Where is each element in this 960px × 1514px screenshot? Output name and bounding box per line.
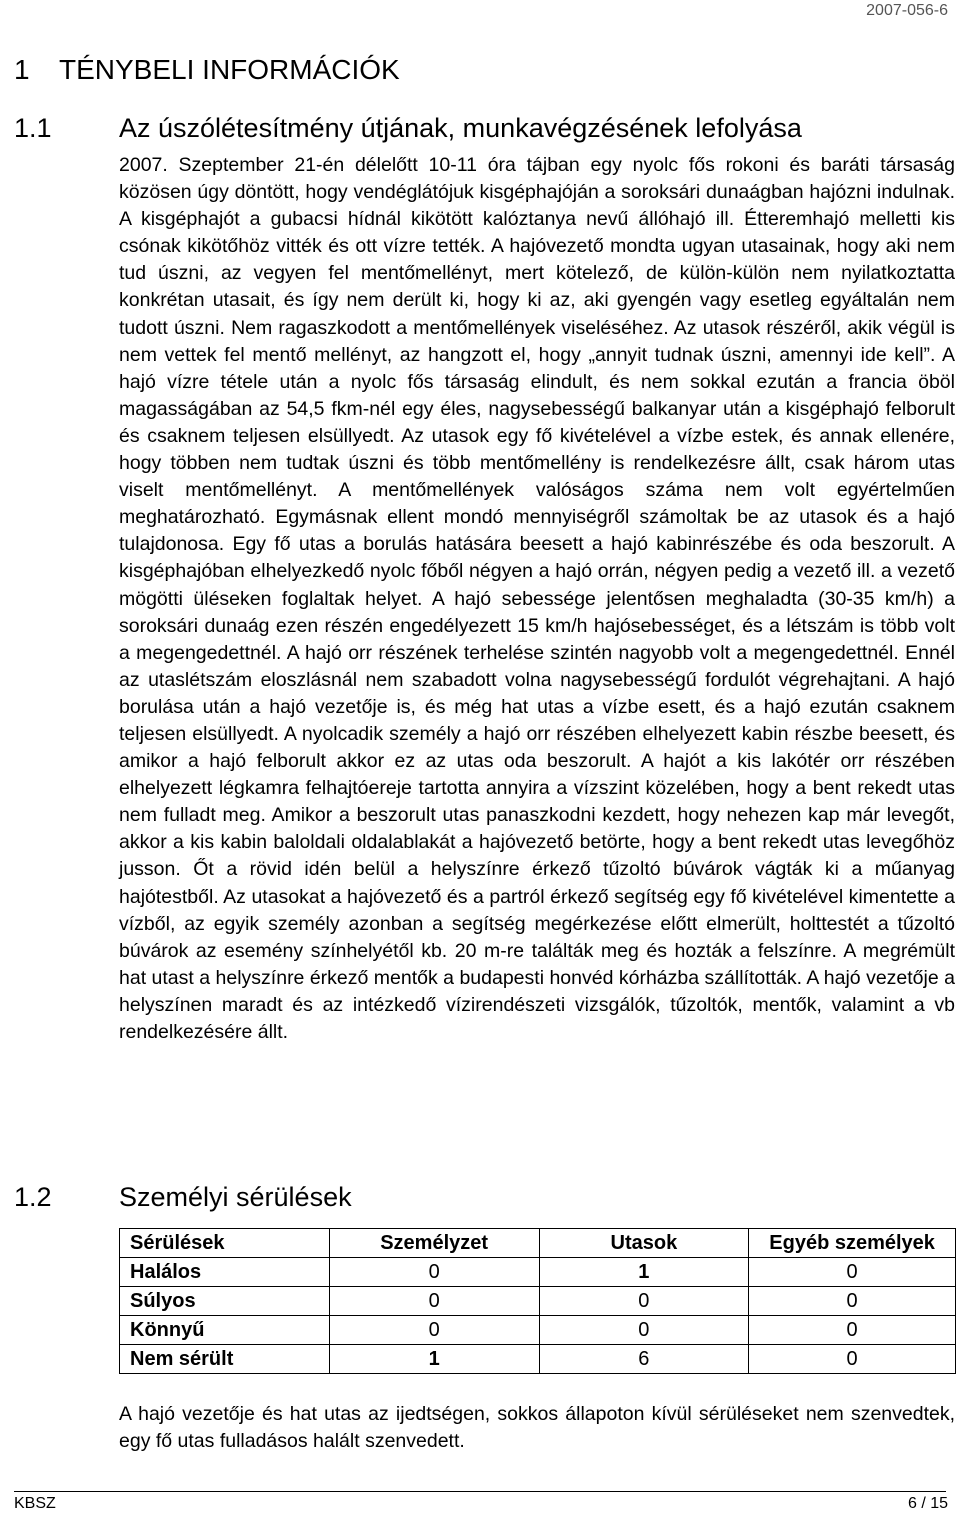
section-title: Az úszólétesítmény útjának, munkavégzésének lefolyása — [119, 113, 802, 143]
table-cell: 0 — [539, 1287, 749, 1316]
section-title: Személyi sérülések — [119, 1182, 352, 1212]
table-row — [120, 1287, 956, 1316]
injury-summary-paragraph: A hajó vezetője és hat utas az ijedtségen, sokkos állapoton kívül sérüléseket nem szenvedtek, egy fő utas fulladásos halált szenvedett. — [119, 1403, 955, 1452]
table-cell: 0 — [749, 1258, 956, 1287]
table-header: Sérülések — [120, 1229, 330, 1258]
table-cell: 0 — [329, 1258, 539, 1287]
section-number: 1 — [14, 54, 30, 85]
footer-organization: KBSZ — [14, 1495, 56, 1512]
section-heading-1 — [14, 54, 400, 86]
table-cell: 0 — [749, 1316, 956, 1345]
table-cell: 0 — [749, 1287, 956, 1316]
section-number: 1.1 — [14, 113, 52, 143]
table-cell: 6 — [539, 1345, 749, 1374]
row-label: Nem sérült — [120, 1345, 330, 1374]
table-cell: 1 — [539, 1258, 749, 1287]
row-label: Könnyű — [120, 1316, 330, 1345]
section-number: 1.2 — [14, 1182, 52, 1212]
table-row — [120, 1345, 956, 1374]
table-cell: 0 — [539, 1316, 749, 1345]
table-cell: 1 — [329, 1345, 539, 1374]
table-cell: 0 — [329, 1316, 539, 1345]
table-row — [120, 1258, 956, 1287]
table-row — [120, 1316, 956, 1345]
table-header: Utasok — [539, 1229, 749, 1258]
narrative-paragraph: 2007. Szeptember 21-én délelőtt 10-11 óra tájban egy nyolc fős rokoni és baráti társaság közösen úgy döntött, hogy vendéglátójuk kisgéphajóján a soroksári dunaágban hajózni indulnak. A kisgéphajót a gubacsi hídnál kikötött kalóztanya nevű állóhajó ill. Étteremhajó melletti kis csónak kikötőhöz vitték és ott vízre tették. A hajóvezető mondta ugyan utasainak, hogy aki nem tud úszni, az vegyen fel mentőmellényt, mert kötelező, de külön-külön nem nyilatkoztatta konkrétan utasait, és így nem derült ki, hogy ki az, aki gyengén vagy esetleg egyáltalán nem tudott úszni. Nem ragaszkodott a mentőmellények viseléséhez. Az utasok részéről, akik végül is nem vettek fel mentő mellényt, az hangzott el, hogy „annyit tudnak úszni, amennyi ide kell”. A hajó vízre tétele után a nyolc fős társaság elindult, és nem sokkal ezután a francia öböl magasságában az 54,5 fkm-nél egy éles, nagysebességű balkanyar után a kisgéphajó felborult és csaknem teljesen elsüllyedt. Az utasok egy fő kivételével a vízbe estek, és annak ellenére, hogy többen nem tudtak úszni és több mentőmellény is rendelkezésre állt, csak három utas viselt mentőmellényt. A mentőmellények valóságos száma nem volt egyértelműen meghatározható. Egymásnak ellent mondó mennyiségről számoltak be az utasok és a hajó tulajdonosa. Egy fő utas a borulás hatására beesett a hajó kabinrészébe és oda beszorult. A kisgéphajóban elhelyezkedő nyolc főből négyen a hajó orrán, négyen pedig a vezető ill. a vezető mögötti üléseken foglaltak helyet. A hajó sebessége jelentősen meghaladta (30-35 km/h) a soroksári dunaág ezen részén engedélyezett 15 km/h hajósebességet, és a létszám is több volt a megengedettnél. A hajó orr részének terhelése szintén nagyobb volt a megengedettnél. Ennél az utaslétszám eloszlásnál nem szabadott volna nagysebességű fordulót végrehajtani. A hajó borulása után a hajó vezetője is, és még hat utas a vízbe esett, és a hajó ezután csaknem teljesen elsüllyedt. A nyolcadik személy a hajó orr részében elhelyezett kabin részbe beesett, és amikor a hajó felborult akkor ez az utas oda beszorult. A hajót a kis lakótér orr részében elhelyezett légkamra felhajtóereje tartotta annyira a vízszint közelében, hogy a bent rekedt utas nem fulladt meg. Amikor a beszorult utas panaszkodni kezdett, hogy nehezen kap már levegőt, akkor a kis kabin baloldali oldalablakát a hajóvezető betörte, hogy a bent rekedt utas levegőhöz jusson. Őt a rövid idén belül a helyszínre érkező tűzoltó búvárok vágták ki a műanyag hajótestből. Az utasokat a hajóvezető és a partról érkező segítség egy fő kivételével kimentette a vízből, az egyik személy azonban a segítség megérkezése előtt elmerült, holttestét a tűzoltó búvárok az esemény színhelyétől kb. 20 m-re találták meg és hozták a felszínre. A megrémült hat utast a helyszínre érkező mentők a budapesti honvéd kórházba szállították. A hajó vezetője a helyszínen maradt és az intézkedő vízirendészeti vizsgálók, tűzoltók, mentők, valamint a vb rendelkezésére állt. — [119, 154, 955, 1043]
row-label: Súlyos — [120, 1287, 330, 1316]
section-heading-1-1 — [14, 113, 802, 144]
table-header: Személyzet — [329, 1229, 539, 1258]
table-cell: 0 — [749, 1345, 956, 1374]
footer-divider — [14, 1491, 946, 1492]
document-id: 2007-056-6 — [866, 2, 948, 19]
page-number: 6 / 15 — [907, 1495, 948, 1512]
row-label: Halálos — [120, 1258, 330, 1287]
injury-table — [119, 1228, 956, 1374]
section-title: TÉNYBELI INFORMÁCIÓK — [59, 54, 400, 85]
section-heading-1-2 — [14, 1182, 352, 1213]
table-header: Egyéb személyek — [749, 1229, 956, 1258]
table-cell: 0 — [329, 1287, 539, 1316]
table-header-row — [120, 1229, 956, 1258]
